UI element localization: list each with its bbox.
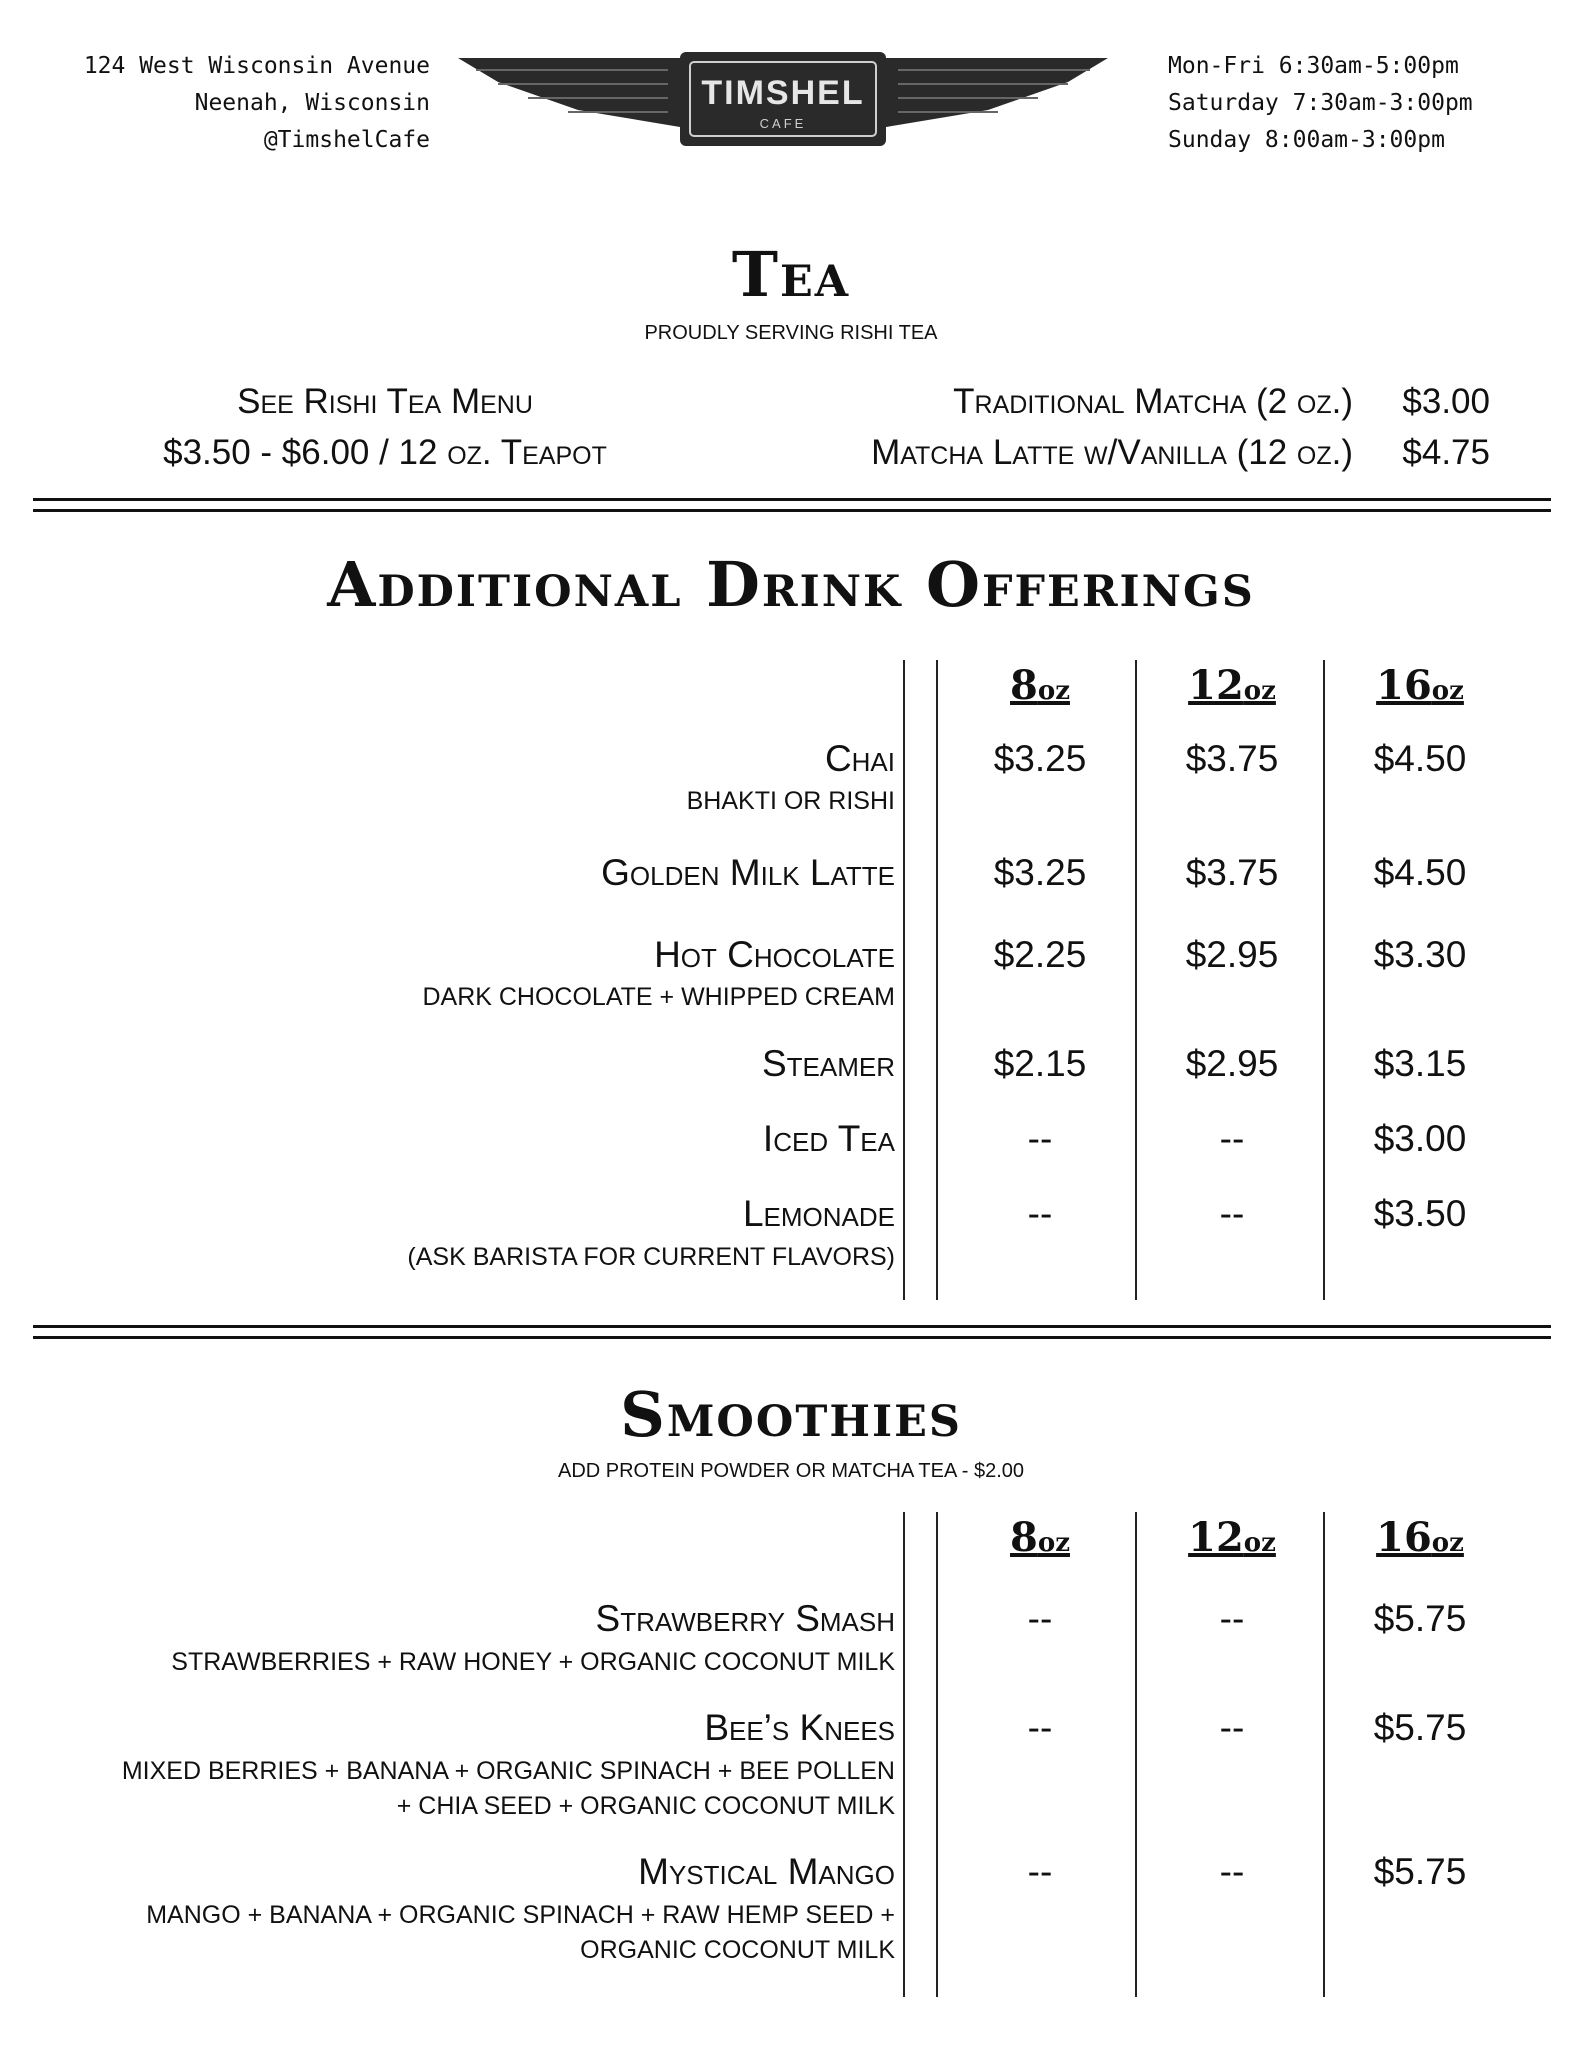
address-city: Neenah, Wisconsin [194, 90, 430, 116]
price-16oz: $5.75 [1373, 1851, 1467, 1892]
price-12oz: $2.95 [1185, 1043, 1279, 1084]
divider [33, 1325, 1551, 1328]
price-8oz: -- [1027, 1707, 1053, 1748]
price-16oz: $5.75 [1373, 1707, 1467, 1748]
price-12oz: -- [1219, 1598, 1245, 1639]
smoothie-desc-line: MIXED BERRIES + BANANA + ORGANIC SPINACH + BEE POLLEN [121, 1757, 895, 1785]
price-12oz: $3.75 [1185, 852, 1279, 893]
divider [33, 498, 1551, 501]
tea-subtitle: PROUDLY SERVING RISHI TEA [644, 322, 938, 344]
rishi-menu-line: See Rishi Tea Menu [237, 382, 533, 421]
size-header-8oz: 8oz [1010, 662, 1070, 709]
price-16oz: $4.50 [1373, 738, 1467, 779]
smoothie-desc-line: ORGANIC COCONUT MILK [580, 1936, 895, 1964]
smoothie-desc-line: MANGO + BANANA + ORGANIC SPINACH + RAW HEMP SEED + [146, 1901, 895, 1929]
item-name: Traditional Matcha (2 oz.) [953, 382, 1353, 421]
smoothie-name-mystical-mango: Mystical Mango [638, 1851, 895, 1892]
tea-left-block [60, 376, 710, 478]
item-price: $4.75 [1402, 433, 1490, 472]
drink-desc-lemonade: (ASK BARISTA FOR CURRENT FLAVORS) [407, 1243, 895, 1271]
smoothie-desc-line: + CHIA SEED + ORGANIC COCONUT MILK [396, 1792, 895, 1820]
price-8oz: -- [1027, 1118, 1053, 1159]
drink-desc-hot-chocolate: DARK CHOCOLATE + WHIPPED CREAM [422, 983, 895, 1011]
divider [33, 1336, 1551, 1339]
cafe-address [60, 48, 430, 159]
column-divider [1323, 1512, 1325, 1997]
price-12oz: $2.95 [1185, 934, 1279, 975]
size-header-12oz: 12oz [1188, 1514, 1276, 1561]
timshel-logo [458, 52, 1108, 162]
smoothies-title: Smoothies [620, 1378, 962, 1451]
social-handle: @TimshelCafe [263, 127, 430, 153]
drink-name-chai: Chai [824, 738, 895, 779]
size-header-8oz: 8oz [1010, 1514, 1070, 1561]
smoothies-subtitle: ADD PROTEIN POWDER OR MATCHA TEA - $2.00 [557, 1460, 1024, 1482]
price-16oz: $3.30 [1373, 934, 1467, 975]
price-16oz: $5.75 [1373, 1598, 1467, 1639]
smoothie-name-bees-knees: Bee’s Knees [704, 1707, 895, 1748]
drink-name-iced-tea: Iced Tea [762, 1118, 895, 1159]
price-12oz: -- [1219, 1851, 1245, 1892]
column-divider [1135, 1512, 1137, 1997]
price-12oz: -- [1219, 1118, 1245, 1159]
matcha-traditional-row [700, 376, 1490, 427]
column-divider [936, 660, 938, 1300]
size-header-12oz: 12oz [1188, 662, 1276, 709]
price-16oz: $3.50 [1373, 1193, 1467, 1234]
hours-saturday: Saturday 7:30am-3:00pm [1168, 90, 1473, 116]
drink-name-lemonade: Lemonade [742, 1193, 895, 1234]
column-divider [1323, 660, 1325, 1300]
smoothie-name-strawberry-smash: Strawberry Smash [595, 1598, 895, 1639]
tea-right-block [700, 376, 1490, 478]
price-8oz: $3.25 [993, 852, 1087, 893]
size-header-16oz: 16oz [1376, 662, 1464, 709]
divider [33, 509, 1551, 512]
drink-name-hot-chocolate: Hot Chocolate [654, 934, 895, 975]
price-8oz: -- [1027, 1598, 1053, 1639]
drink-desc-chai: BHAKTI OR RISHI [686, 787, 895, 815]
item-name: Matcha Latte w/Vanilla (12 oz.) [871, 433, 1353, 472]
price-16oz: $3.00 [1373, 1118, 1467, 1159]
price-8oz: -- [1027, 1193, 1053, 1234]
column-divider [936, 1512, 938, 1997]
drink-name-steamer: Steamer [761, 1043, 895, 1084]
price-12oz: -- [1219, 1707, 1245, 1748]
column-divider [903, 660, 905, 1300]
price-16oz: $4.50 [1373, 852, 1467, 893]
price-16oz: $3.15 [1373, 1043, 1467, 1084]
column-divider [1135, 660, 1137, 1300]
price-8oz: $2.15 [993, 1043, 1087, 1084]
item-price: $3.00 [1402, 382, 1490, 421]
price-8oz: $3.25 [993, 738, 1087, 779]
drinks-title: Additional Drink Offerings [327, 548, 1255, 621]
hours-sunday: Sunday 8:00am-3:00pm [1168, 127, 1445, 153]
logo-name: TIMSHEL [701, 74, 865, 112]
matcha-latte-row [700, 427, 1490, 478]
teapot-price-line: $3.50 - $6.00 / 12 oz. Teapot [163, 433, 607, 472]
tea-title: Tea [731, 238, 851, 311]
price-12oz: $3.75 [1185, 738, 1279, 779]
price-8oz: -- [1027, 1851, 1053, 1892]
price-8oz: $2.25 [993, 934, 1087, 975]
smoothie-desc-line: STRAWBERRIES + RAW HONEY + ORGANIC COCONUT MILK [171, 1648, 895, 1676]
price-12oz: -- [1219, 1193, 1245, 1234]
column-divider [903, 1512, 905, 1997]
cafe-hours [1168, 48, 1548, 159]
size-header-16oz: 16oz [1376, 1514, 1464, 1561]
address-street: 124 West Wisconsin Avenue [83, 53, 430, 79]
hours-weekday: Mon-Fri 6:30am-5:00pm [1168, 53, 1459, 79]
drink-name-golden-milk-latte: Golden Milk Latte [601, 852, 895, 893]
logo-sub: CAFE [759, 116, 807, 131]
